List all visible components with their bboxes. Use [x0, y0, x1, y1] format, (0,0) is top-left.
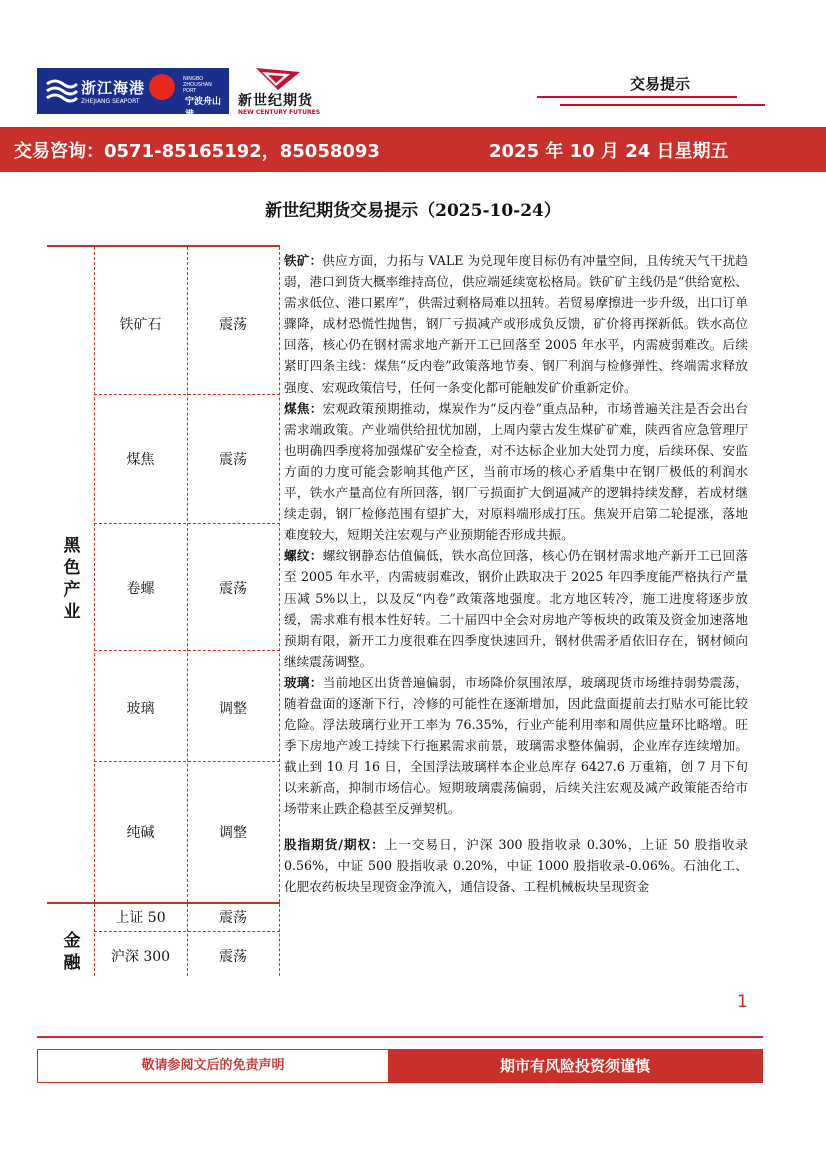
header-divider — [560, 104, 765, 106]
wave-icon — [45, 78, 79, 104]
commodity-name: 玻璃 — [126, 701, 155, 717]
logo-text-en: ZHEJIANG SEAPORT — [81, 98, 140, 105]
brand-mark-icon — [238, 66, 308, 92]
commentary-label: 煤焦： — [284, 400, 323, 416]
page-number: 1 — [737, 992, 748, 1012]
brand-name-cn: 新世纪期货 — [238, 93, 313, 109]
table-divider — [279, 247, 280, 902]
table-row-divider — [94, 523, 280, 524]
category-finance — [47, 930, 97, 974]
port-sun-icon — [149, 74, 175, 100]
document-title: 新世纪期货交易提示（2025-10-24） — [265, 201, 561, 221]
footer-banner — [37, 1049, 763, 1083]
commentary-paragraph — [284, 398, 748, 546]
table-row-divider — [94, 394, 280, 395]
commentary-text: 上一交易日，沪深 300 股指收录 0.30%，上证 50 股指收录 0.56%，中证 500 股指收录 0.20%，中证 1000 股指收录-0.06%。石油化工、化肥农药板块呈现资金净流入，通信设备、工程机械板块呈现资金 — [284, 836, 748, 894]
category-char: 黑 — [63, 536, 81, 556]
contact-band — [0, 127, 826, 172]
port-text-en: NINGBO ZHOUSHAN PORT — [183, 76, 212, 94]
commodity-name: 沪深 300 — [110, 949, 171, 965]
commentary-paragraph — [284, 545, 748, 672]
commodity-name: 上证 50 — [115, 910, 166, 926]
table-row-divider — [94, 650, 280, 651]
disclaimer-note: 敬请参阅文后的免责声明 — [141, 1058, 285, 1073]
category-ferrous — [47, 535, 97, 623]
commentary-paragraph — [284, 834, 748, 897]
category-char: 融 — [63, 953, 81, 973]
footer-divider — [37, 1036, 763, 1038]
commentary-text: 供应方面，力拓与 VALE 为兑现年度目标仍有冲量空间，且传统天气干扰趋弱，港口到货大概率维持高位，供应端延续宽松格局。铁矿矿主线仍是“供给宽松、需求低位、港口累库”，供需过剩格局难以扭转。若贸易摩擦进一步升级，出口订单骤降，成材恐慌性抛售，钢厂亏损减产或形成负反馈，矿价将再探新低。铁水高位回落，核心仍在钢材需求地产新开工已回落至 2005 年水平，内需疲弱难改。后续紧盯四条主线：煤焦“反内卷”政策落地节奏、钢厂利润与检修弹性、终端需求释放强度、宏观政策信号，任何一条变化都可能触发矿价重新定价。 — [284, 253, 749, 395]
contact-info: 交易咨询：0571-85165192，85058093 — [14, 141, 380, 162]
category-char: 色 — [63, 558, 81, 578]
commentary-label: 螺纹： — [284, 548, 323, 564]
commodity-name: 铁矿石 — [119, 317, 162, 333]
table-row-divider — [94, 761, 280, 762]
commentary-label: 股指期货/期权： — [284, 836, 385, 852]
commodity-trend: 震荡 — [219, 949, 247, 965]
table-divider — [187, 247, 188, 902]
commodity-name: 纯碱 — [126, 825, 155, 841]
logo-text-cn: 浙江海港 — [81, 79, 146, 97]
commentary-label: 铁矿： — [284, 253, 323, 268]
commentary-text: 宏观政策预期推动，煤炭作为“反内卷”重点品种，市场普遍关注是否会出台需求端政策。产业端供给扭忧加剧，上周内蒙古发生煤矿矿难，陕西省应急管理厅也明确四季度将加强煤矿安全检查，对不达标企业加大处罚力度，后续环保、安监方面的力度可能会影响其他产区，当前市场的核心矛盾集中在钢厂极低的利润水平，铁水产量高位有所回落，钢厂亏损面扩大倒逼减产的逻辑持续发酵，若成材继续走弱，钢厂检修范围有望扩大，对原料端形成打压。焦炭开启第二轮提涨，落地难度较大，短期关注宏观与产业预期能否形成共振。 — [284, 400, 749, 543]
commodity-trend: 震荡 — [219, 581, 247, 597]
category-char: 金 — [63, 931, 81, 951]
commodity-trend: 震荡 — [219, 317, 247, 333]
commodity-trend: 震荡 — [219, 910, 247, 926]
commentary-text: 当前地区出货普遍偏弱，市场降价氛围浓厚，玻璃现货市场维持弱势震荡，随着盘面的逐渐下行，冷修的可能性在逐渐增加，因此盘面提前去打贴水可能比较危险。浮法玻璃行业开工率为 76.35%，行业产能利用率和周供应量环比略增。旺季下房地产竣工持续下行拖累需求前景，玻璃需求整体偏弱，企业库存连续增加。截止到 10 月 16 日，全国浮法玻璃样本企业总库存 6427.6 万重箱，创 7 月下旬以来新高，抑制市场信心。短期玻璃震荡偏弱，后续关注宏观及减产政策能否给市场带来止跌企稳甚至反弹契机。 — [284, 674, 749, 817]
commodity-name: 煤焦 — [126, 452, 155, 468]
commentary-paragraph — [284, 250, 748, 398]
category-char: 业 — [63, 602, 81, 622]
commodity-trend: 调整 — [219, 701, 247, 717]
table-top-border — [47, 245, 280, 247]
brand-name-en: NEW CENTURY FUTURES — [238, 109, 321, 116]
category-char: 产 — [63, 580, 81, 600]
header-divider — [537, 96, 737, 98]
commodity-trend: 调整 — [219, 825, 247, 841]
table-row-divider — [94, 931, 280, 932]
new-century-futures-logo — [238, 66, 321, 122]
commodity-name: 卷螺 — [126, 581, 155, 597]
risk-warning: 期市有风险投资须谨慎 — [388, 1050, 762, 1082]
commentary-label: 玻璃： — [284, 674, 323, 690]
commentary-text: 螺纹钢静态估值偏低，铁水高位回落，核心仍在钢材需求地产新开工已回落至 2005 年水平，内需疲弱难改，钢价止跌取决于 2025 年四季度能严格执行产量压减 5%以上，以及反“内卷”政策落地强度。北方地区转冷，施工进度将逐步放缓，需求难有根本性好转。二十届四中全会对房地产等板块的政策及资金加速落地预期有限，新开工力度很难在四季度快速回升，钢材供需矛盾依旧存在，钢材倾向继续震荡调整。 — [284, 548, 749, 669]
zhejiang-seaport-logo — [37, 68, 229, 120]
commentary — [284, 250, 748, 897]
header-title: 交易提示 — [630, 75, 691, 93]
commodity-trend: 震荡 — [219, 452, 247, 468]
report-date: 2025 年 10 月 24 日星期五 — [489, 141, 729, 162]
commentary-paragraph — [284, 672, 748, 820]
port-text-cn: 宁波舟山港 — [185, 97, 222, 120]
section-divider — [47, 902, 280, 904]
table-divider — [279, 904, 280, 976]
